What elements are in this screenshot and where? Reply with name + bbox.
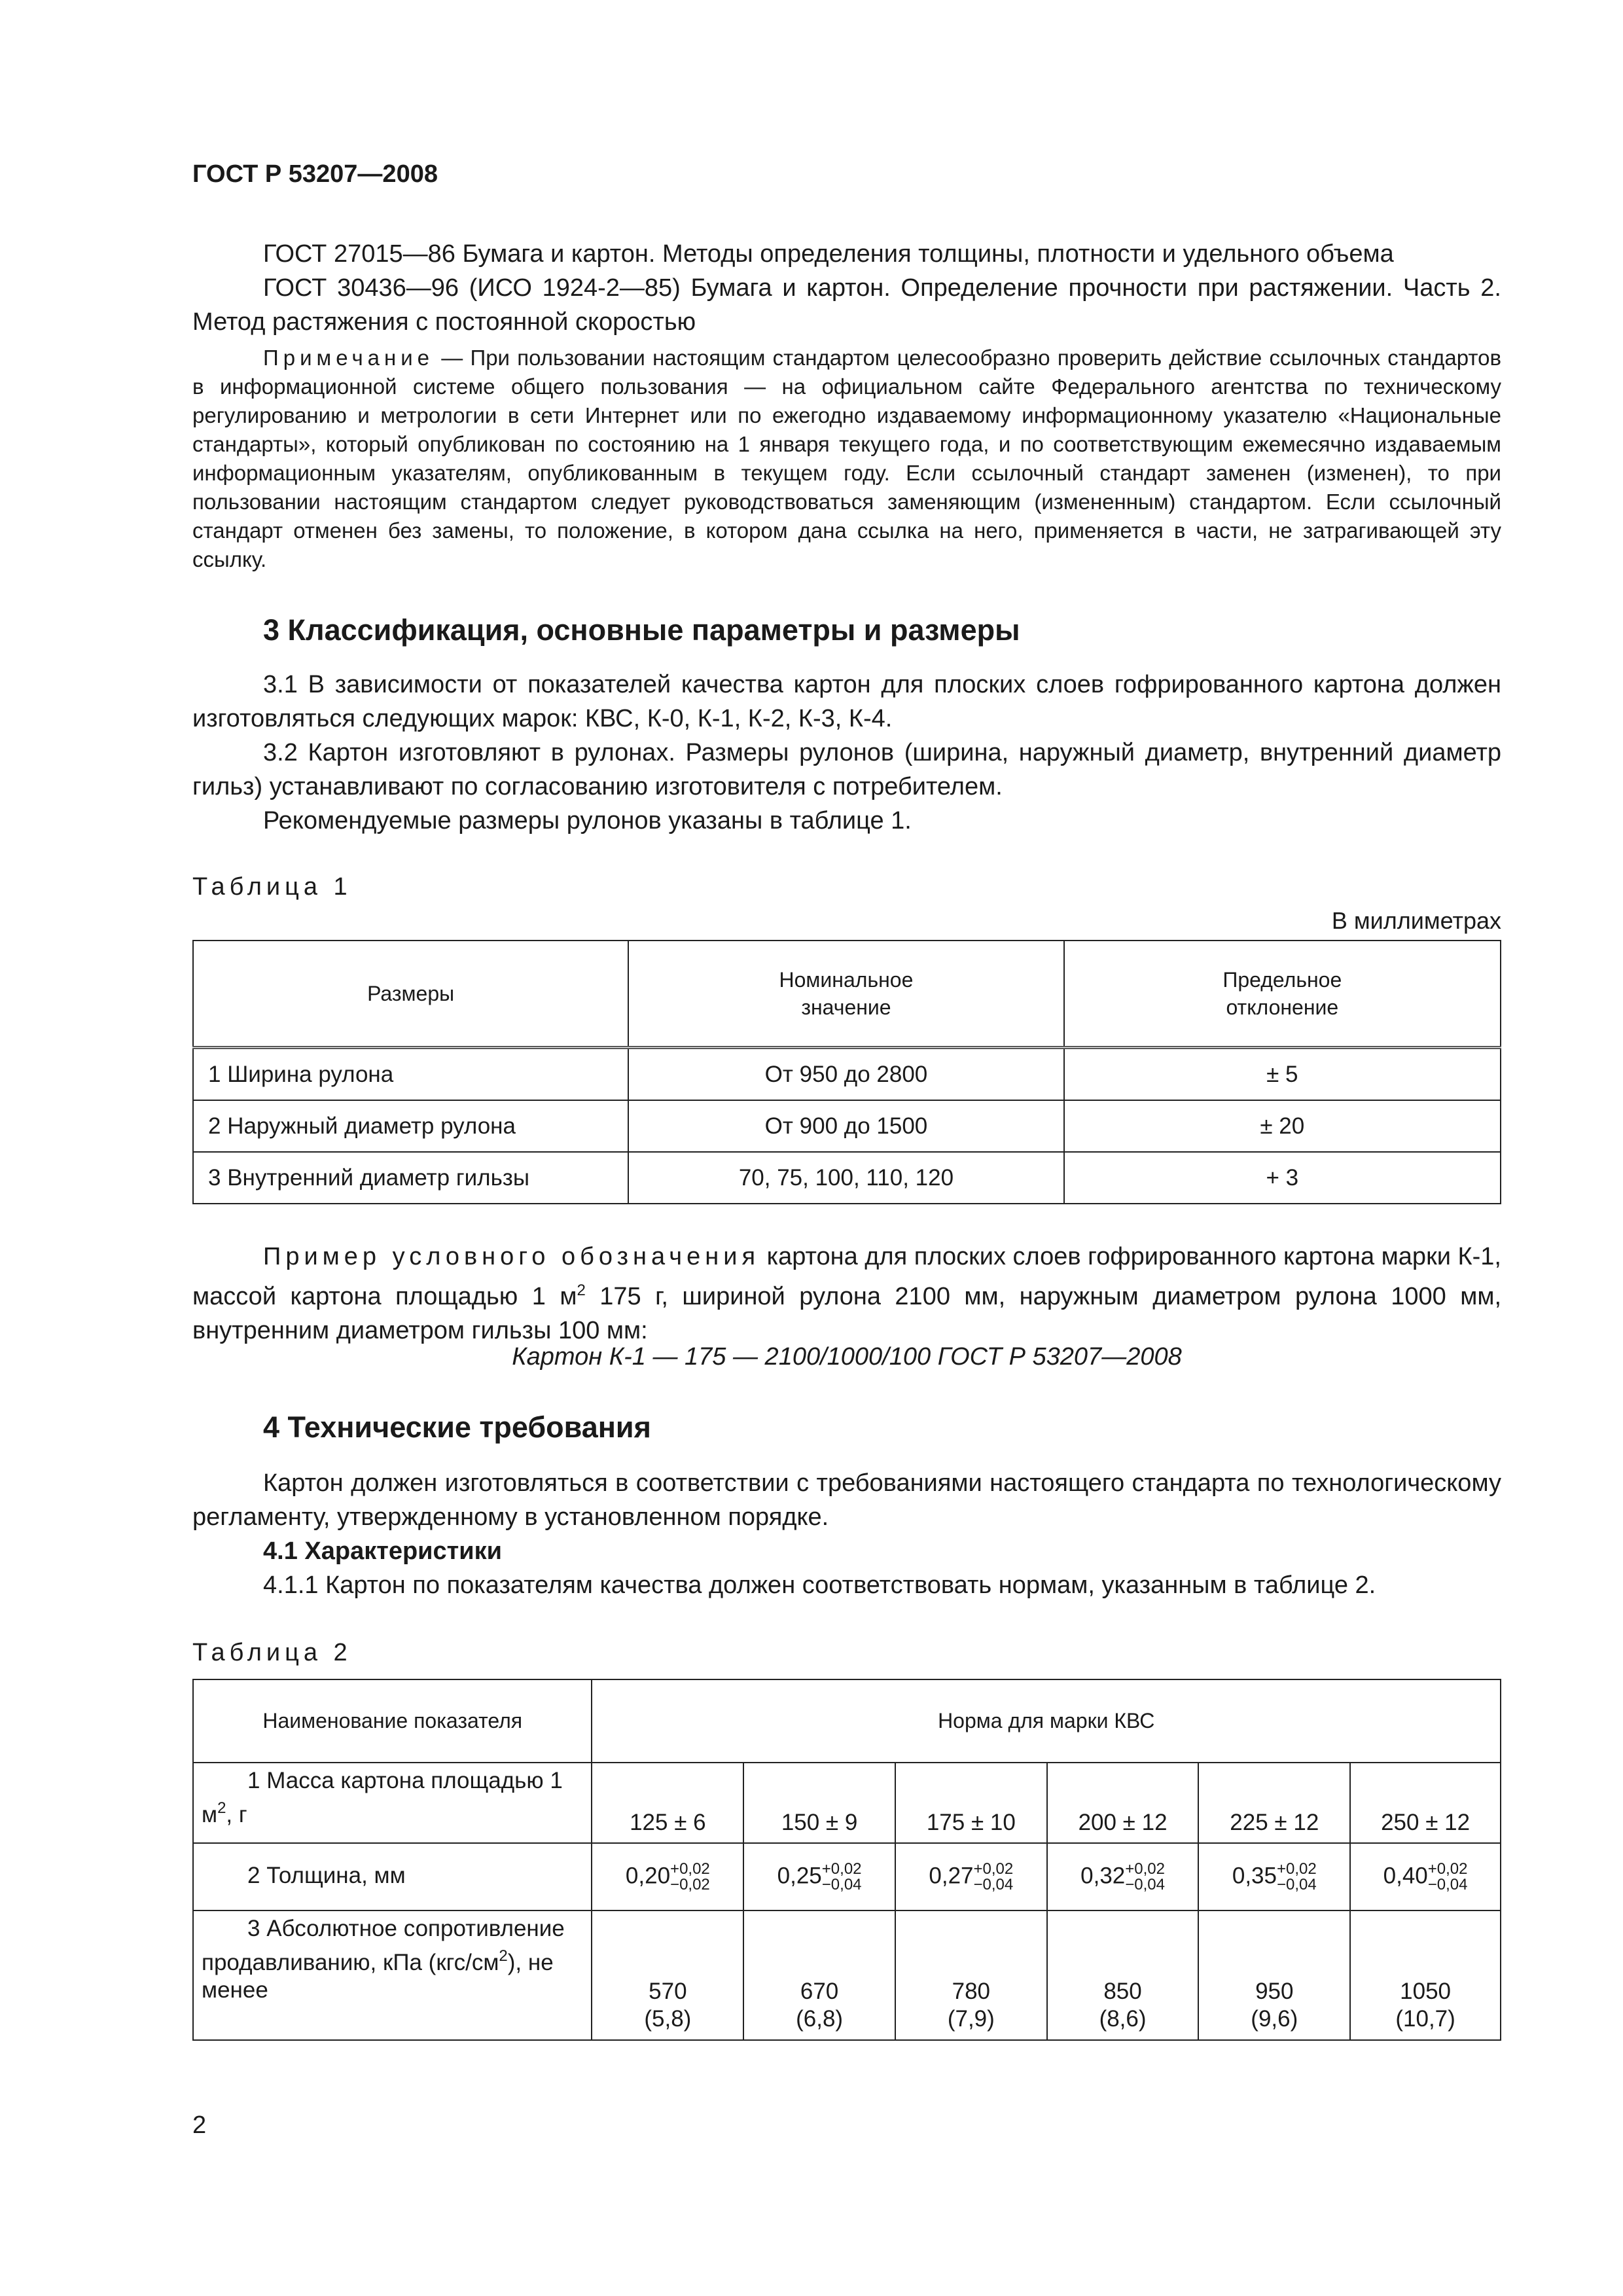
tolerance-upper: +0,02 (1125, 1859, 1165, 1878)
table-row (193, 1763, 1501, 1843)
pressure-kpa: 1050 (1400, 1979, 1452, 2004)
thickness-tolerance (670, 1861, 710, 1893)
table-cell: ± 20 (1064, 1100, 1501, 1152)
section-4-title: 4 Технические требования (263, 1410, 651, 1444)
section-3-title: 3 Классификация, основные параметры и размеры (263, 613, 1020, 647)
table-2-header-cell: Наименование показателя (193, 1679, 592, 1763)
thickness-tolerance (822, 1861, 862, 1893)
tolerance-lower: −0,04 (1125, 1875, 1165, 1893)
example-label: Пример условного обозначения (263, 1243, 760, 1270)
table-cell: 3 Внутренний диаметр гильзы (193, 1152, 628, 1204)
thickness-value: 0,27 (929, 1862, 974, 1888)
section-4-1-1-paragraph: 4.1.1 Картон по показателям качества должен соответствовать нормам, указанным в таблице 2. (263, 1571, 1376, 1599)
example-superscript: 2 (577, 1282, 586, 1299)
table-2 (192, 1679, 1501, 2041)
tolerance-upper: +0,02 (821, 1859, 862, 1878)
pressure-kgf: (8,6) (1099, 2006, 1147, 2032)
row-label-superscript: 2 (499, 1947, 508, 1965)
table-1-header-cell (1064, 941, 1501, 1048)
pressure-kpa: 670 (800, 1979, 839, 2004)
table-1-caption: Таблица 1 (192, 873, 352, 901)
section-4-1-title: 4.1 Характеристики (263, 1537, 503, 1565)
section-3-recommendation: Рекомендуемые размеры рулонов указаны в таблице 1. (263, 807, 912, 834)
table-1-header-text: Номинальное значение (779, 968, 914, 1019)
pressure-kgf: (9,6) (1251, 2006, 1298, 2032)
table-cell: ± 5 (1064, 1048, 1501, 1101)
pressure-kpa: 570 (649, 1979, 687, 2004)
designation-example-paragraph (192, 1240, 1501, 1348)
note-paragraph (192, 344, 1501, 574)
tolerance-upper: +0,02 (973, 1859, 1014, 1878)
table-cell (592, 1910, 743, 2040)
tolerance-upper: +0,02 (670, 1859, 710, 1878)
pressure-kgf: (6,8) (796, 2006, 844, 2032)
table-cell (743, 1843, 895, 1910)
example-text-1: картона для плоских слоев гофрированного картона марки К-1, массой картона площадью 1 м (192, 1243, 1501, 1310)
table-cell: 225 ± 12 (1198, 1763, 1350, 1843)
table-cell (1198, 1843, 1350, 1910)
table-cell: От 950 до 2800 (628, 1048, 1063, 1101)
pressure-kpa: 780 (952, 1979, 991, 2004)
row-label (202, 1767, 583, 1829)
table-cell (1350, 1910, 1501, 2040)
table-row (193, 1048, 1501, 1101)
thickness-value: 0,20 (625, 1862, 671, 1888)
tolerance-lower: −0,04 (1427, 1875, 1468, 1893)
pressure-kpa: 850 (1103, 1979, 1142, 2004)
document-page (192, 0, 1501, 2296)
table-cell (193, 1843, 592, 1910)
table-cell (193, 1910, 592, 2040)
note-text: — При пользовании настоящим стандартом целесообразно проверить действие ссылочных стандартов в информационной системе общего пользования — на официальном сайте Федерального агентства по техническому регулированию и метрологии в сети Интернет или по ежегодно издаваемому информационному указателю «Национальные стандарты», который опубликован по состоянию на 1 января текущего года, и по соответствующим ежемесячно издаваемым информационным указателям, опубликованным в текущем году. Если ссылочный стандарт заменен (изменен), то при пользовании настоящим стандартом следует руководствоваться заменяющим (измененным) стандартом. Если ссылочный стандарт отменен без замены, то положение, в котором дана ссылка на него, применяется в части, не затрагивающей эту ссылку. (192, 346, 1501, 571)
table-2-header-cell: Норма для марки КВС (592, 1679, 1501, 1763)
tolerance-lower: −0,04 (1276, 1875, 1317, 1893)
reference-gost-27015: ГОСТ 27015—86 Бумага и картон. Методы определения толщины, плотности и удельного объема (263, 240, 1394, 268)
table-cell: + 3 (1064, 1152, 1501, 1204)
table-2-caption: Таблица 2 (192, 1639, 352, 1666)
pressure-kgf: (5,8) (644, 2006, 692, 2032)
table-cell (1350, 1843, 1501, 1910)
table-cell: 200 ± 12 (1047, 1763, 1199, 1843)
tolerance-lower: −0,04 (821, 1875, 862, 1893)
page-number: 2 (192, 2111, 207, 2139)
table-cell (1047, 1910, 1199, 2040)
table-row (193, 1100, 1501, 1152)
table-1-header-cell (628, 941, 1063, 1048)
table-cell: 125 ± 6 (592, 1763, 743, 1843)
thickness-value: 0,40 (1383, 1862, 1428, 1888)
table-cell: 70, 75, 100, 110, 120 (628, 1152, 1063, 1204)
table-cell (743, 1910, 895, 2040)
table-row (193, 1910, 1501, 2040)
row-label-superscript: 2 (217, 1799, 226, 1817)
tolerance-lower: −0,02 (670, 1875, 710, 1893)
table-1-header-cell: Размеры (193, 941, 628, 1048)
pressure-kgf: (10,7) (1395, 2006, 1455, 2032)
table-cell: От 900 до 1500 (628, 1100, 1063, 1152)
pressure-kgf: (7,9) (947, 2006, 995, 2032)
tolerance-upper: +0,02 (1276, 1859, 1317, 1878)
row-label-text: ), не менее (202, 1950, 554, 2003)
thickness-tolerance (1125, 1861, 1165, 1893)
table-2-header-row (193, 1679, 1501, 1763)
row-label-text: 3 Абсолютное сопротивление продавливанию, кПа (кгс/см (202, 1916, 565, 1975)
table-cell (1047, 1843, 1199, 1910)
designation-example: Картон К-1 — 175 — 2100/1000/100 ГОСТ Р 53207—2008 (512, 1343, 1182, 1371)
table-cell: 150 ± 9 (743, 1763, 895, 1843)
thickness-value: 0,32 (1080, 1862, 1126, 1888)
thickness-tolerance (1277, 1861, 1317, 1893)
table-cell (193, 1763, 592, 1843)
table-cell (895, 1843, 1047, 1910)
thickness-tolerance (1428, 1861, 1468, 1893)
table-cell: 175 ± 10 (895, 1763, 1047, 1843)
table-1-unit: В миллиметрах (1331, 907, 1501, 934)
table-cell: 2 Наружный диаметр рулона (193, 1100, 628, 1152)
example-text-2: 175 г, шириной рулона 2100 мм, наружным диаметром рулона 1000 мм, внутренним диаметром гильзы 100 мм: (192, 1283, 1502, 1344)
section-3-1-paragraph: 3.1 В зависимости от показателей качества картон для плоских слоев гофрированного картона должен изготовляться следующих марок: КВС, К-0, К-1, К-2, К-3, К-4. (192, 671, 1501, 732)
thickness-tolerance (974, 1861, 1014, 1893)
table-cell (1198, 1910, 1350, 2040)
table-row (193, 1843, 1501, 1910)
row-label-text: , г (226, 1802, 247, 1827)
table-1-header-row (193, 941, 1501, 1048)
table-1-header-text: Предельное отклонение (1222, 968, 1342, 1019)
section-3-2-paragraph: 3.2 Картон изготовляют в рулонах. Размеры рулонов (ширина, наружный диаметр, внутренний диаметр гильз) устанавливают по согласованию изготовителя с потребителем. (192, 739, 1501, 800)
thickness-value: 0,25 (777, 1862, 822, 1888)
table-cell (895, 1910, 1047, 2040)
table-cell (592, 1843, 743, 1910)
note-label: Примечание (263, 346, 435, 370)
table-cell: 250 ± 12 (1350, 1763, 1501, 1843)
row-label: 2 Толщина, мм (247, 1862, 406, 1888)
tolerance-lower: −0,04 (973, 1875, 1014, 1893)
table-cell: 1 Ширина рулона (193, 1048, 628, 1101)
thickness-value: 0,35 (1232, 1862, 1277, 1888)
tolerance-upper: +0,02 (1427, 1859, 1468, 1878)
row-label-text: 1 Масса картона площадью 1 м (202, 1768, 563, 1827)
table-row (193, 1152, 1501, 1204)
document-header: ГОСТ Р 53207—2008 (192, 160, 438, 188)
pressure-kpa: 950 (1255, 1979, 1294, 2004)
section-4-paragraph: Картон должен изготовляться в соответствии с требованиями настоящего стандарта по технологическому регламенту, утвержденному в установленном порядке. (192, 1469, 1501, 1531)
row-label (202, 1915, 583, 2004)
table-1 (192, 940, 1501, 1204)
reference-gost-30436: ГОСТ 30436—96 (ИСО 1924-2—85) Бумага и картон. Определение прочности при растяжении. Часть 2. Метод растяжения с постоянной скоростью (192, 274, 1501, 336)
